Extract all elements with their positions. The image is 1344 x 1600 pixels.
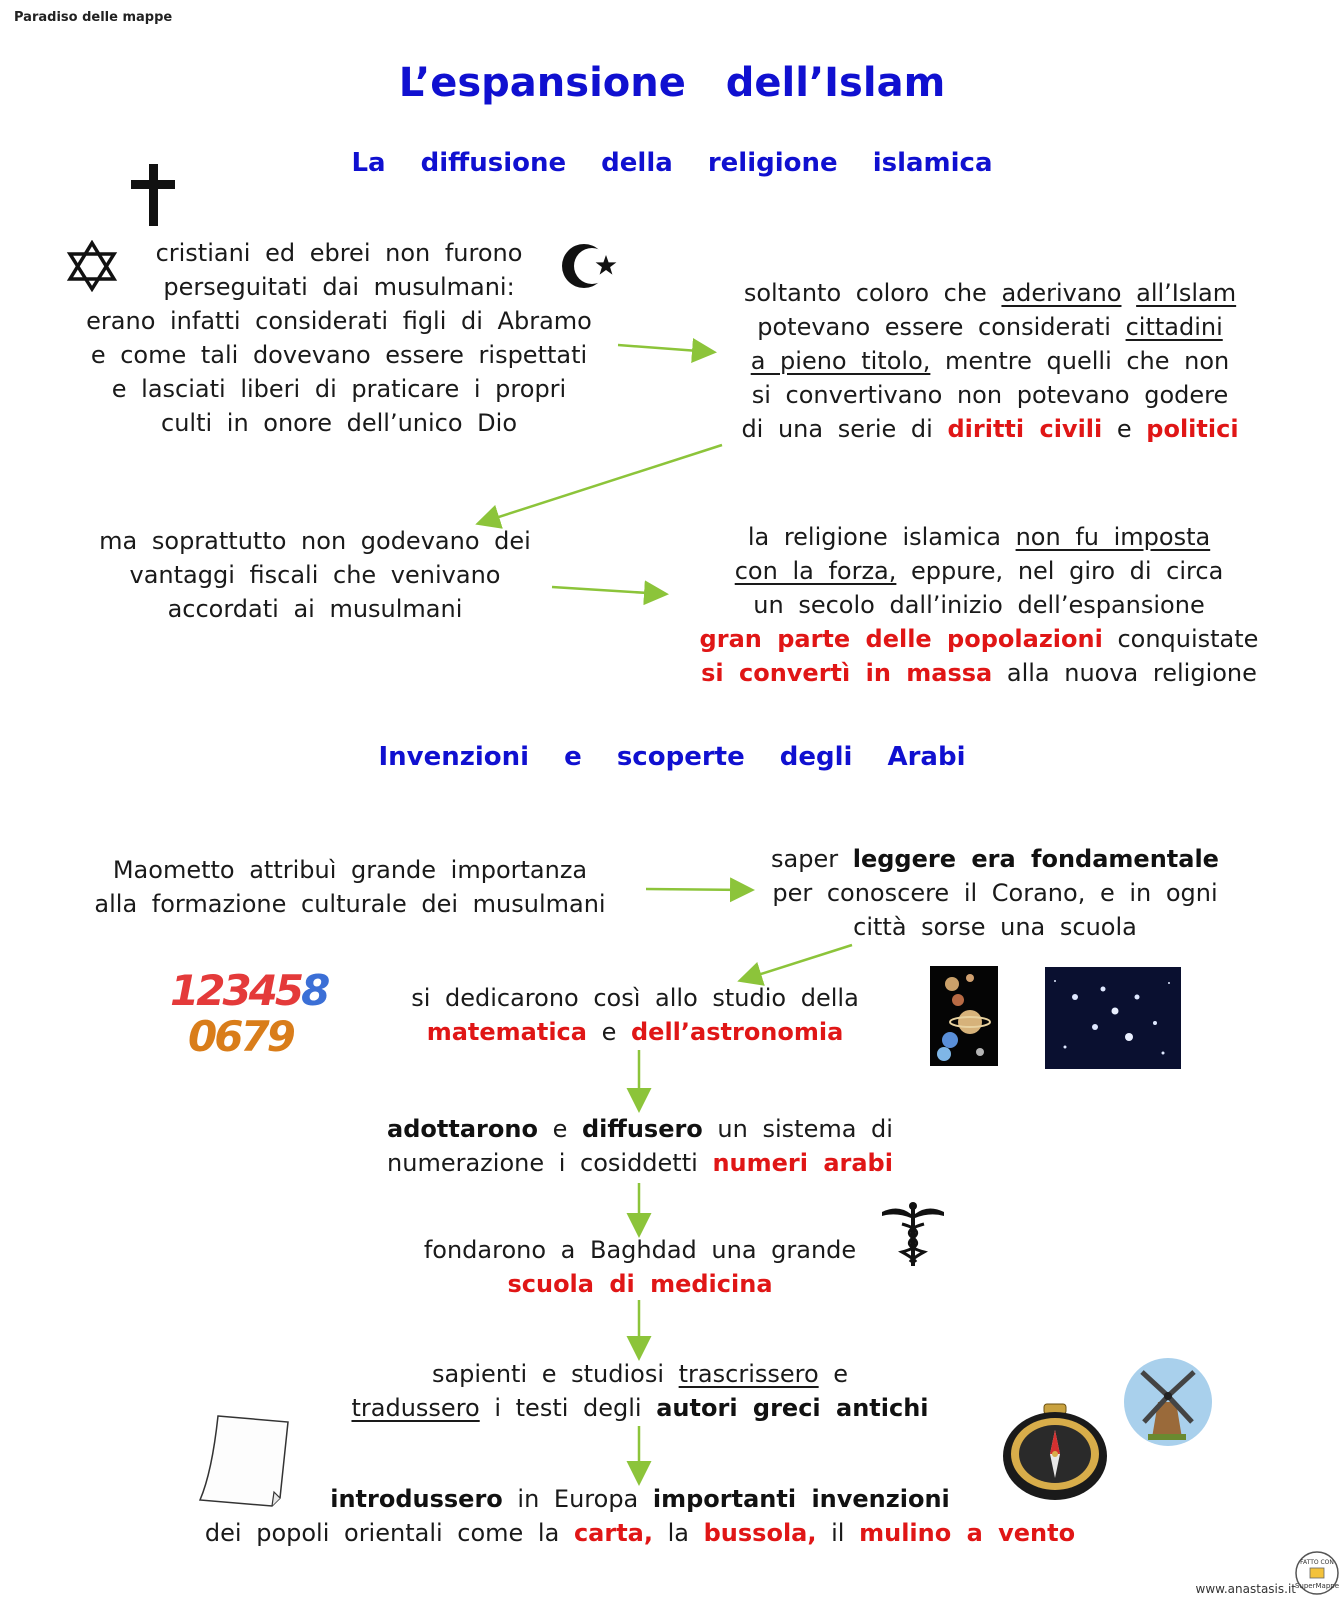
text-line: si dedicarono così allo studio della [411,984,859,1012]
underlined-text: aderivano [1001,279,1122,307]
underlined-text: tradussero [351,1394,480,1422]
node-vantaggi-fiscali [60,524,570,626]
badge-bottom-text: SuperMappe [1294,1582,1340,1590]
node-cristiani-ebrei [50,236,628,440]
section-heading-diffusione: La diffusione della religione islamica [351,148,993,178]
text: la [652,1519,704,1547]
text: un sistema di [702,1115,893,1143]
highlight-text: politici [1146,415,1239,443]
page-title: L’espansione dell’Islam [398,60,946,106]
text: in Europa [502,1485,653,1513]
node-religione-islamica [664,520,1294,690]
node-invenzioni [150,1482,1130,1550]
text: eppure, nel giro di circa [896,557,1224,585]
text: la religione islamica [747,523,1016,551]
highlight-text: numeri arabi [712,1149,893,1177]
footer-url: www.anastasis.it [1195,1582,1296,1596]
text: numerazione i cosiddetti [387,1149,713,1177]
text-line: città sorse una scuola [853,913,1137,941]
text: e [818,1360,849,1388]
cross-icon [128,162,178,228]
numbers-row: 12345 [170,966,302,1015]
node-scuola-medicina [380,1233,900,1301]
underlined-text: non fu imposta [1015,523,1211,551]
text-line: erano infatti considerati figli di Abramo [86,307,592,335]
node-autori-greci [300,1357,980,1425]
highlight-text: carta, [573,1519,653,1547]
paper-icon [196,1412,292,1510]
text-line: si convertivano non potevano godere [751,381,1229,409]
bold-text: introdussero [330,1485,503,1513]
highlight-text: matematica [426,1018,587,1046]
node-cittadini [700,276,1280,446]
node-numeri-arabi [340,1112,940,1180]
planets-image [930,966,998,1066]
text: di una serie di [741,415,948,443]
arrow-a-b [618,345,712,352]
text-line: culti in onore dell’unico Dio [161,409,517,437]
highlight-text: diritti civili [947,415,1103,443]
highlight-text: dell’astronomia [631,1018,844,1046]
compass-icon [1000,1402,1110,1502]
node-saper-leggere [730,842,1260,944]
underlined-text: con la forza, [734,557,897,585]
text: e [537,1115,582,1143]
arrow-b-c [480,445,722,523]
numbers-image [170,968,330,1072]
text-line: vantaggi fiscali che venivano [129,561,501,589]
bold-text: diffusero [581,1115,703,1143]
underlined-text: all’Islam [1136,279,1237,307]
crescent-star-icon [560,238,620,294]
underlined-text: trascrissero [678,1360,819,1388]
bold-text: adottarono [387,1115,538,1143]
stars-image [1045,967,1181,1069]
highlight-text: gran parte delle popolazioni [699,625,1103,653]
highlight-text: scuola di medicina [507,1270,773,1298]
caduceus-icon [880,1200,946,1268]
bold-text: leggere era fondamentale [852,845,1219,873]
badge-top-text: FATTO CON [1300,1559,1334,1566]
section-heading-invenzioni: Invenzioni e scoperte degli Arabi [378,742,966,772]
star-of-david-icon [66,240,118,292]
text-line: perseguitati dai musulmani: [163,273,515,301]
text: potevano essere considerati [757,313,1126,341]
text: conquistate [1102,625,1259,653]
text-line: fondarono a Baghdad una grande [423,1236,857,1264]
text-line: alla formazione culturale dei musulmani [94,890,606,918]
node-maometto [60,853,640,921]
text-line: accordati ai musulmani [167,595,463,623]
text: e [586,1018,631,1046]
text-line: ma soprattutto non godevano dei [99,527,531,555]
brand-label: Paradiso delle mappe [14,10,173,25]
underlined-text: a pieno titolo, [750,347,931,375]
text-line: cristiani ed ebrei non furono [155,239,523,267]
supermappe-badge-icon [1294,1550,1340,1596]
text: saper [771,845,853,873]
text: il [816,1519,860,1547]
text-line: per conoscere il Corano, e in ogni [772,879,1218,907]
windmill-icon [1122,1356,1214,1448]
text: mentre quelli che non [930,347,1230,375]
text-line: e come tali dovevano essere rispettati [90,341,588,369]
arrow-f-g [742,945,852,980]
highlight-text: si convertì in massa [701,659,993,687]
text: e [1102,415,1147,443]
text-line: un secolo dall’inizio dell’espansione [753,591,1205,619]
numbers-row: 8 [301,966,328,1015]
text: alla nuova religione [992,659,1257,687]
text-line: e lasciati liberi di praticare i propri [111,375,567,403]
numbers-row: 0679 [188,1012,293,1061]
underlined-text: cittadini [1125,313,1223,341]
text: dei popoli orientali come la [204,1519,574,1547]
bold-text: importanti invenzioni [652,1485,950,1513]
text: soltanto coloro che [743,279,1002,307]
highlight-text: bussola, [703,1519,817,1547]
text: sapienti e studiosi [431,1360,679,1388]
bold-text: autori greci antichi [656,1394,929,1422]
highlight-text: mulino a vento [859,1519,1076,1547]
node-matematica-astronomia [370,981,900,1049]
text: i testi degli [479,1394,657,1422]
text-line: Maometto attribuì grande importanza [112,856,588,884]
